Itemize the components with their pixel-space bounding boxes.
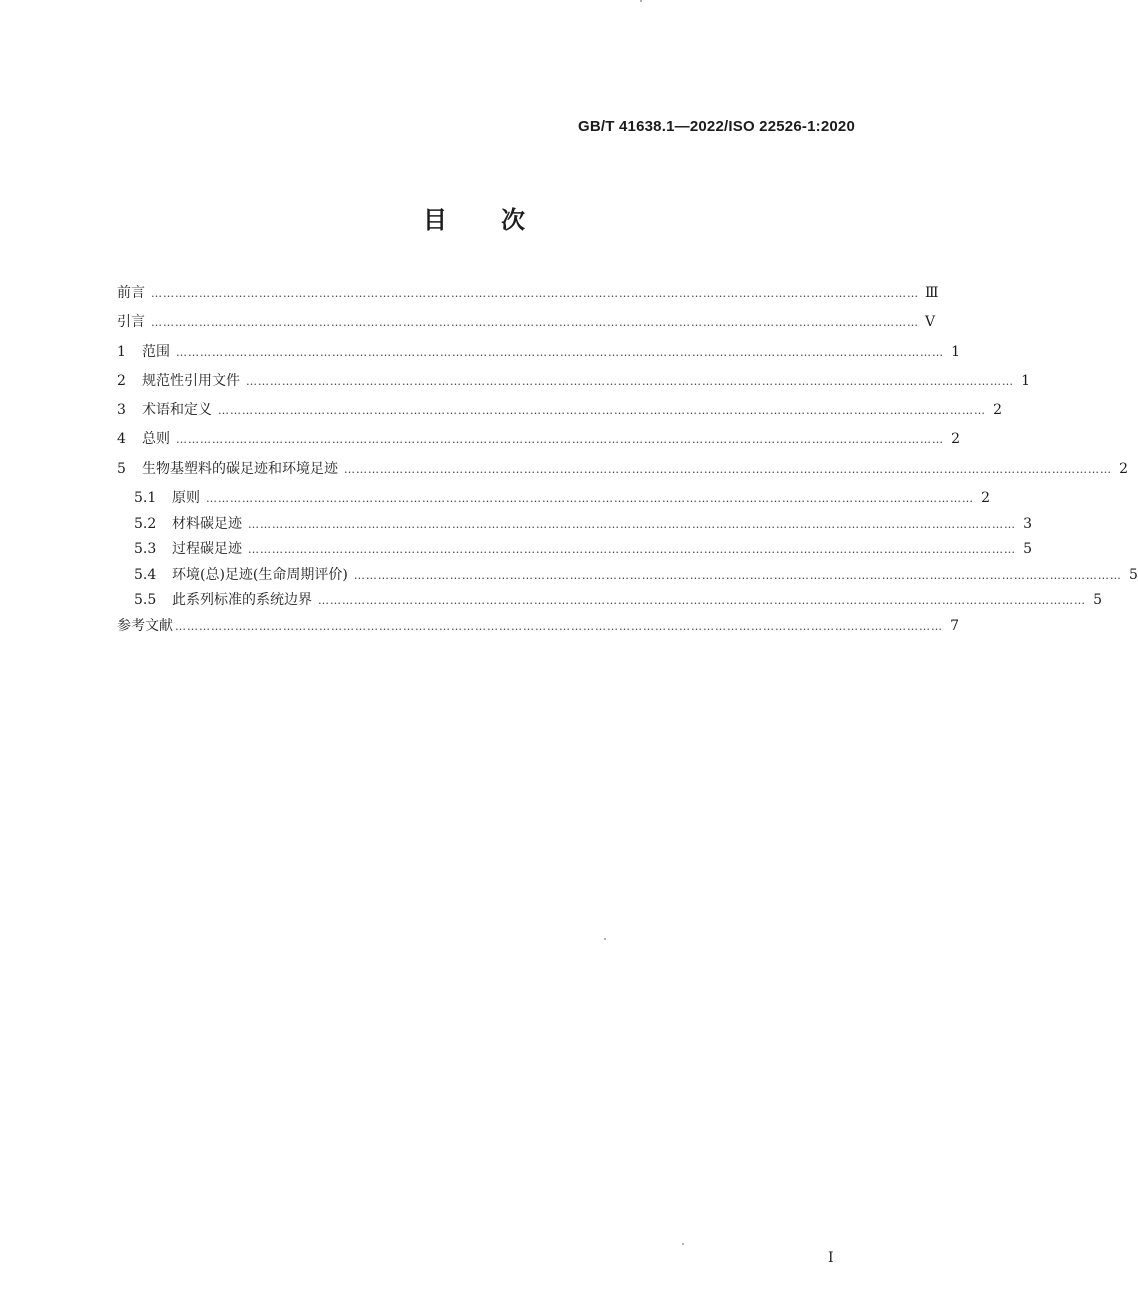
toc-entry-5[interactable] (117, 459, 1128, 488)
title-part-1: 目 (423, 206, 449, 234)
toc-page: 3 (1023, 515, 1032, 532)
toc-page: 2 (993, 402, 1002, 419)
toc-label: 过程碳足迹 (172, 541, 242, 558)
toc-label: 总则 (142, 431, 170, 448)
scan-speck (604, 938, 606, 940)
toc-label: 参考文献 (117, 617, 173, 634)
toc-entry-5-2[interactable] (117, 514, 1032, 540)
toc-leader: ………………………………………………………………………………………………………………………………………………………………………… (353, 568, 1122, 582)
toc-number: 2 (117, 372, 126, 389)
toc-leader: ………………………………………………………………………………………………………………………………………………………………………… (218, 404, 986, 418)
scan-speck (682, 1243, 684, 1245)
scan-speck (640, 0, 642, 2)
toc-label: 生物基塑料的碳足迹和环境足迹 (142, 460, 338, 477)
toc-leader: ………………………………………………………………………………………………………………………………………………………………………… (248, 517, 1016, 531)
toc-page: 1 (1021, 372, 1030, 389)
toc-label: 材料碳足迹 (172, 515, 242, 532)
toc-label: 规范性引用文件 (142, 372, 240, 389)
toc-label: 原则 (172, 490, 200, 507)
toc-number: 5.2 (134, 515, 157, 532)
toc-number: 3 (117, 402, 126, 419)
toc-label: 术语和定义 (142, 402, 212, 419)
toc-entry-bibliography[interactable] (117, 616, 959, 645)
toc-number: 5.1 (134, 490, 157, 507)
toc-number: 5 (117, 460, 126, 477)
toc-entry-5-1[interactable] (117, 488, 990, 514)
toc-page: 1 (951, 343, 960, 360)
toc-leader: ………………………………………………………………………………………………………………………………………………………………………… (176, 345, 944, 359)
toc-page: Ⅴ (925, 314, 936, 331)
toc-leader: ………………………………………………………………………………………………………………………………………………………………………… (151, 287, 919, 300)
toc-leader: ………………………………………………………………………………………………………………………………………………………………………… (344, 462, 1112, 476)
toc-leader: ………………………………………………………………………………………………………………………………………………………………………… (206, 492, 974, 506)
toc-page: 5 (1093, 592, 1102, 609)
toc-entry-5-5[interactable] (117, 590, 1102, 616)
toc-leader: ………………………………………………………………………………………………………………………………………………………………………… (151, 316, 919, 330)
toc-entry-5-3[interactable] (117, 539, 1032, 565)
toc-number: 5.4 (134, 566, 157, 583)
page-number: I (828, 1250, 834, 1266)
toc-label: 引言 (117, 314, 145, 331)
toc-entry-4[interactable] (117, 429, 960, 458)
toc-entry-1[interactable] (117, 342, 960, 371)
toc-entry-introduction[interactable] (117, 312, 936, 341)
toc-number: 5.5 (134, 592, 157, 609)
toc-leader: ………………………………………………………………………………………………………………………………………………………………………… (248, 543, 1016, 557)
toc-number: 1 (117, 343, 126, 360)
toc-page: 5 (1023, 541, 1032, 558)
page-title (0, 200, 950, 235)
toc-leader: ………………………………………………………………………………………………………………………………………………………………………… (176, 433, 944, 447)
toc-page: 2 (981, 490, 990, 507)
toc-entry-2[interactable] (117, 371, 1030, 400)
table-of-contents (117, 283, 1138, 645)
toc-entry-5-4[interactable] (117, 565, 1138, 591)
standard-code: GB/T 41638.1—2022/ISO 22526-1:2020 (578, 118, 855, 135)
toc-page: 7 (950, 617, 959, 634)
toc-label: 环境(总)足迹(生命周期评价) (172, 566, 348, 583)
toc-leader: ………………………………………………………………………………………………………………………………………………………………………… (318, 594, 1086, 608)
toc-page: Ⅲ (925, 285, 939, 301)
toc-leader: ………………………………………………………………………………………………………………………………………………………………………… (175, 619, 943, 633)
toc-number: 4 (117, 431, 126, 448)
toc-entry-3[interactable] (117, 400, 1002, 429)
toc-label: 范围 (142, 343, 170, 360)
title-part-2: 次 (501, 206, 527, 234)
toc-entry-foreword[interactable] (117, 283, 939, 312)
toc-page: 2 (951, 431, 960, 448)
toc-leader: ………………………………………………………………………………………………………………………………………………………………………… (246, 374, 1014, 388)
toc-page: 5 (1128, 566, 1138, 583)
toc-label: 此系列标准的系统边界 (172, 592, 312, 609)
toc-label: 前言 (117, 285, 145, 301)
toc-number: 5.3 (134, 541, 157, 558)
toc-page: 2 (1119, 460, 1128, 477)
